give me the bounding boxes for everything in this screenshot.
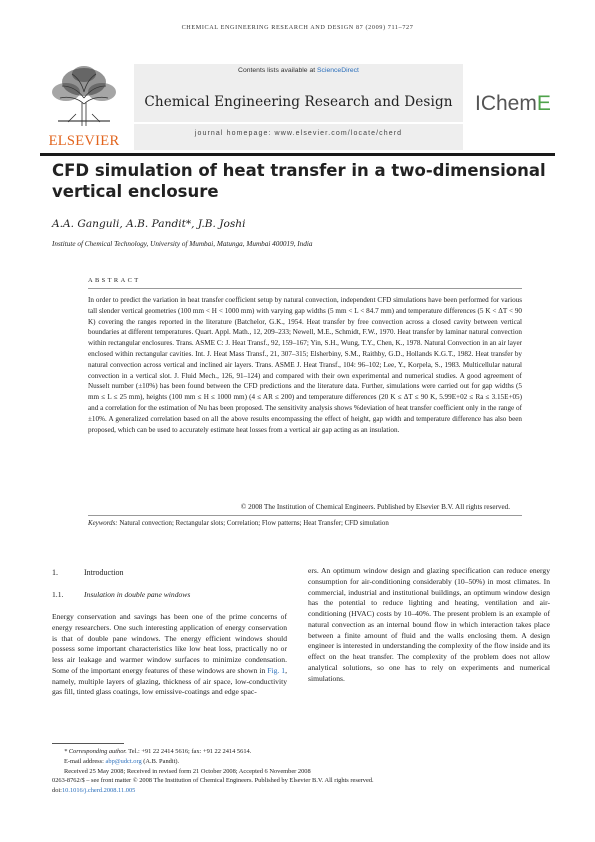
elsevier-wordmark: ELSEVIER <box>48 133 120 149</box>
keywords <box>88 520 522 527</box>
doi-label: doi: <box>52 787 62 795</box>
journal-banner <box>134 64 463 150</box>
section-number: 1. <box>52 568 58 577</box>
email-note <box>52 757 552 767</box>
section-title: Introduction <box>84 568 124 577</box>
sciencedirect-link[interactable]: ScienceDirect <box>317 67 359 74</box>
body-column-right: ers. An optimum window design and glazing specification can reduce energy consumption for air-conditioning considerably (10–50%) in most climates. In commercial, industrial and institutional buildings, an optimum window design has the potential to reduce lighting and heating, ventilation and air-conditioning (HVAC) costs by 10–40%. The present problem is an example of natural convection as an internal bound flow in which interaction takes place between a finite amount of fluid and the walls enclosing them. A design engineer is interested in understanding the complexity of the flow inside and its effect on the heat transfer. The complexity of the problem does not allow analytical solutions, so one has to rely on experiments and numerical simulations. <box>308 566 550 683</box>
header-rule <box>40 153 555 156</box>
subsection-number: 1.1. <box>52 590 64 599</box>
article-title: CFD simulation of heat transfer in a two-dimensional vertical enclosure <box>52 161 546 201</box>
keywords-label: Keywords: <box>88 520 118 527</box>
banner-divider <box>134 122 463 124</box>
article-authors: A.A. Ganguli, A.B. Pandit*, J.B. Joshi <box>52 218 246 230</box>
footnote-rule <box>52 743 124 744</box>
email-link[interactable]: abp@udct.org <box>105 757 142 765</box>
ichem-logo[interactable] <box>475 92 555 122</box>
doi-line <box>52 786 552 796</box>
keywords-list: Natural convection; Rectangular slots; Correlation; Flow patterns; Heat Transfer; CFD simulation <box>119 520 389 527</box>
footnotes <box>52 747 552 796</box>
abstract-heading: ABSTRACT <box>88 277 141 284</box>
abstract-text: In order to predict the variation in heat transfer coefficient setup by natural convection, independent CFD simulations have been performed for various tall slender vertical geometries (100 mm < H < 1000 mm) with varying gap widths (5 mm < L < 84.7 mm) and temperature differences (5 K < ΔT < 90 K) covering the ranges reported in the literature (Batchelor, G.K., 1954. Heat transfer by free convection across a closed cavity between vertical boundaries at different temperatures. Quart. Appl. Math., 12, 209–233; Newell, M.E., Schmidt, F.W., 1970. Heat transfer by laminar natural convection within rectangular enclosures. Trans. ASME C: J. Heat Transf., 92, 159–167; Yin, S.H., Wung, T.Y., Chen, K., 1978. Natural Convection in an air layer enclosed within rectangular cavities. Int. J. Heat Mass Transf., 21, 307–315; Elsherbiny, S.M., Raithby, G.D., Hollands K.G.T., 1982. Heat transfer by natural convection across vertical and inclined air layers. Trans. ASME J. Heat Transf., 104: 96–102; Lee, Y., Korpela, S., 1983. Multicellular natural convection in a vertical slot. J. Fluid Mech., 126, 91–124) and compared with their own experimental and numerical studies. A good agreement of Nusselt number (±10%) has been found between the CFD predictions and the literature data. Further, simulations were carried out for gap widths (5 mm ≤ L ≤ 25 mm), heights (100 mm ≤ H ≤ 1000 mm) (4 ≤ AR ≤ 200) and temperature differences (20 K ≤ ΔT ≤ 90 K, 5.99E+02 ≤ Ra ≤ 3.15E+05) and a correlation for the estimation of Nu has been proposed. The sensitivity analysis shows %deviation of heat transfer coefficient only in the range of ±10%. A generalized correlation based on all the above results encompassing the effect of height, gap width and temperature difference has also been proposed, which can be used to accurately estimate heat losses from a vertical air gap acting as an insulation. <box>88 296 522 434</box>
elsevier-logo[interactable] <box>40 64 128 150</box>
email-suffix: (A.B. Pandit). <box>141 757 180 765</box>
ichem-logo-e: E <box>536 92 551 115</box>
figure-link[interactable]: Fig. 1 <box>267 665 286 675</box>
author-affiliation: Institute of Chemical Technology, University of Mumbai, Matunga, Mumbai 400019, India <box>52 240 313 248</box>
corresponding-contact: Tel.: +91 22 2414 5616; fax: +91 22 2414 5614. <box>126 748 252 755</box>
corresponding-author-note <box>52 747 552 757</box>
subsection-title: Insulation in double pane windows <box>84 590 191 599</box>
journal-homepage[interactable]: journal homepage: www.elsevier.com/locate/cherd <box>194 130 403 137</box>
doi-link[interactable]: 10.1016/j.cherd.2008.11.005 <box>61 787 136 795</box>
corresponding-label: * Corresponding author. <box>64 748 127 755</box>
subsection-heading <box>52 590 190 599</box>
journal-name: Chemical Engineering Research and Design <box>144 94 453 110</box>
abstract-top-rule <box>88 288 522 289</box>
email-label: E-mail address: <box>64 757 106 765</box>
body-text-left-a: Energy conservation and savings has been one of the prime concerns of energy researchers. One such interesting application of energy conservation is that of double pane windows. The energy efficient windows should possess some important characteristics like low heat loss, practically no or less air leakage and warmer window surfaces to minimize condensation. Some of the important energy features of these windows are shown in <box>52 612 287 675</box>
elsevier-tree-icon <box>48 64 120 126</box>
running-head: CHEMICAL ENGINEERING RESEARCH AND DESIGN 87 (2009) 711–727 <box>181 24 414 31</box>
body-column-left <box>52 612 287 698</box>
contents-availability <box>134 67 463 74</box>
journal-masthead <box>40 64 555 150</box>
abstract-bottom-rule <box>88 515 522 516</box>
section-heading <box>52 568 124 577</box>
abstract-copyright: © 2008 The Institution of Chemical Engineers. Published by Elsevier B.V. All rights reserved. <box>240 503 510 511</box>
contents-prefix: Contents lists available at <box>238 67 318 74</box>
received-dates: Received 25 May 2008; Received in revised form 21 October 2008; Accepted 6 November 2008 <box>64 767 311 775</box>
ichem-logo-text: IChem <box>475 92 537 115</box>
issn-line: 0263-8762/$ – see front matter © 2008 The Institution of Chemical Engineers. Published by Elsevier B.V. All rights reserved. <box>52 777 374 785</box>
body-text-left-b: , namely, multiple layers of glazing, thickness of air space, low-conductivity gas fill, tinted glass coatings, low emissive-coatings and edge spac- <box>52 665 287 697</box>
